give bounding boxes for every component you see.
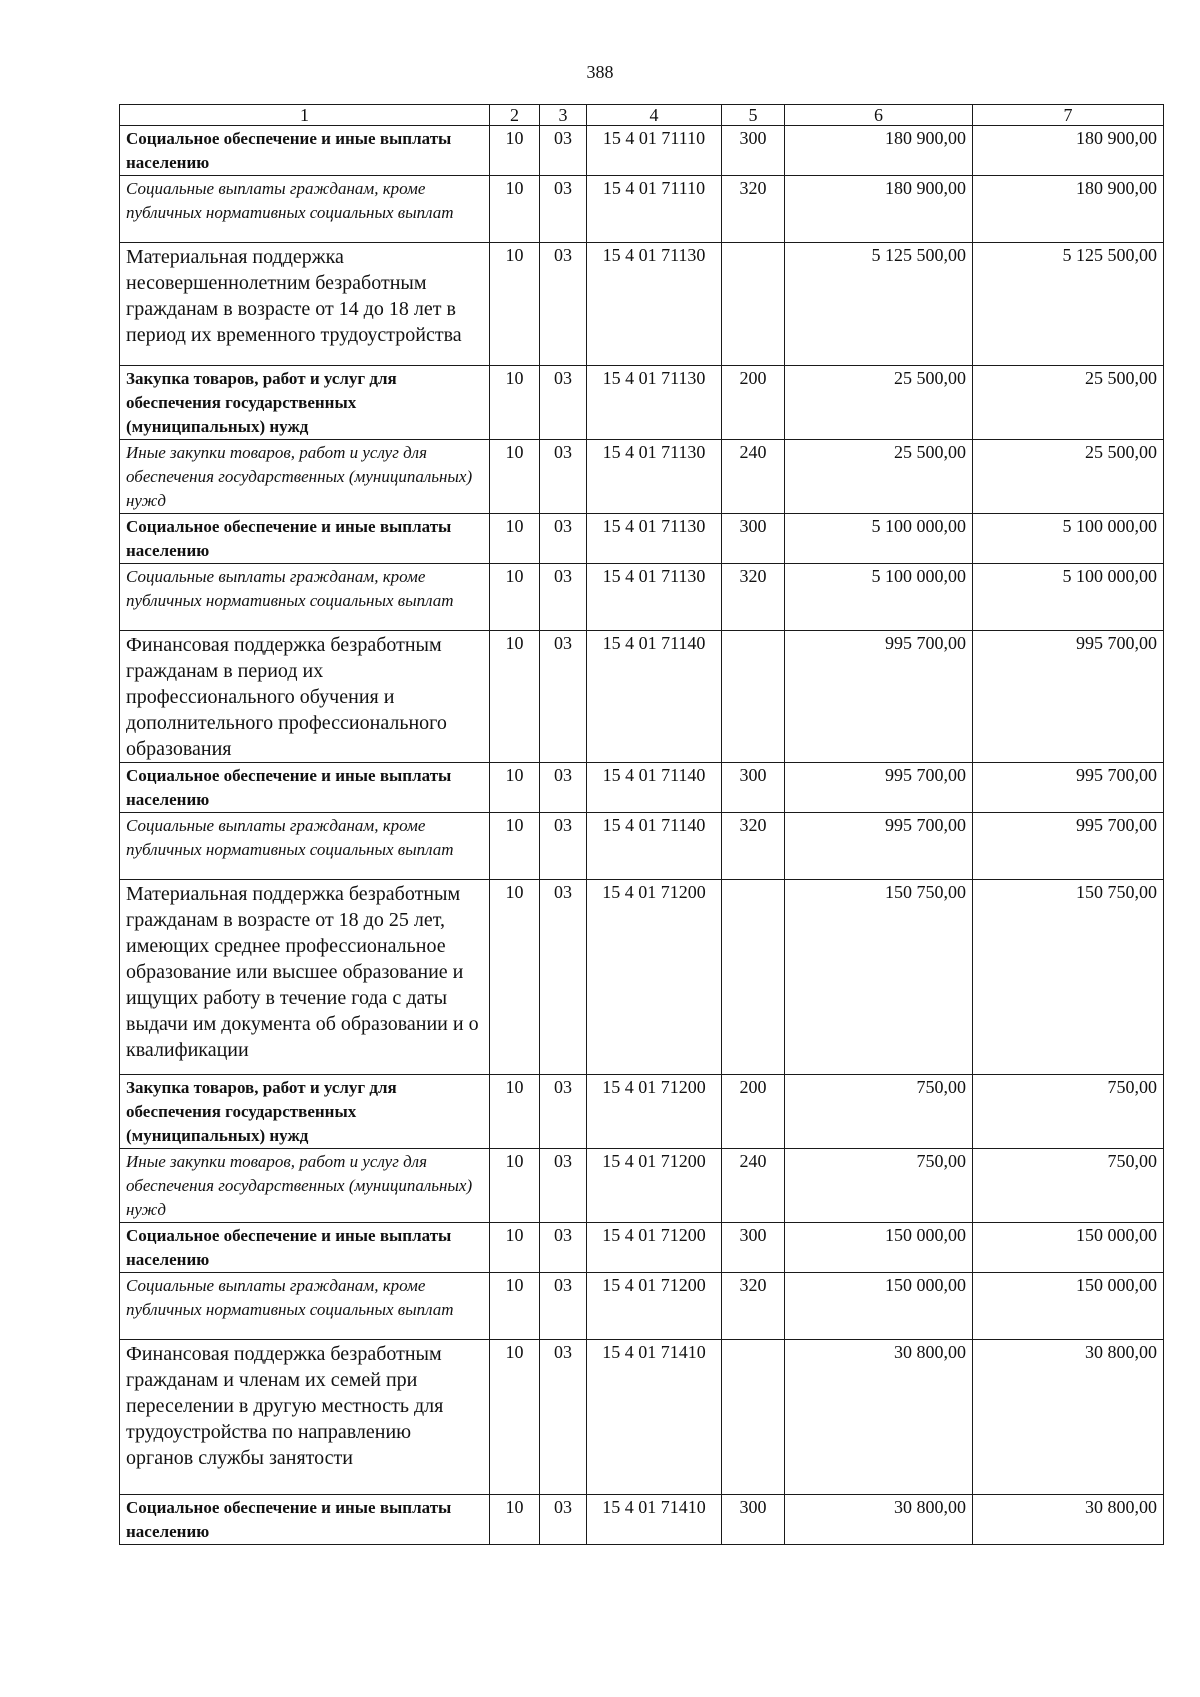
row-expense-type-cell: 240 — [722, 440, 785, 514]
row-name-cell: Закупка товаров, работ и услуг для обеспечения государственных (муниципальных) нужд — [120, 1075, 490, 1149]
row-expense-type-cell: 200 — [722, 366, 785, 440]
row-expense-type-cell: 300 — [722, 763, 785, 813]
row-amount-2-cell: 750,00 — [973, 1075, 1164, 1149]
row-amount-1-cell: 995 700,00 — [785, 813, 973, 880]
header-col-6: 6 — [785, 105, 973, 126]
row-target-article-cell: 15 4 01 71140 — [587, 813, 722, 880]
row-target-article-cell: 15 4 01 71140 — [587, 631, 722, 763]
row-section-cell: 10 — [490, 564, 540, 631]
row-subsection-cell: 03 — [540, 813, 587, 880]
table-row — [120, 1149, 1164, 1223]
row-target-article-cell: 15 4 01 71110 — [587, 176, 722, 243]
header-col-5: 5 — [722, 105, 785, 126]
row-amount-1-cell: 150 000,00 — [785, 1273, 973, 1340]
row-target-article-cell: 15 4 01 71130 — [587, 564, 722, 631]
row-amount-1-cell: 25 500,00 — [785, 440, 973, 514]
row-subsection-cell: 03 — [540, 880, 587, 1075]
table-row — [120, 514, 1164, 564]
row-name-cell: Материальная поддержка несовершеннолетним безработным гражданам в возрасте от 14 до 18 лет в период их временного трудоустройства — [120, 243, 490, 366]
table-row — [120, 564, 1164, 631]
row-name-cell: Материальная поддержка безработным гражданам в возрасте от 18 до 25 лет, имеющих среднее профессиональное образование или высшее образование и ищущих работу в течение года с даты выдачи им документа об образовании и о квалификации — [120, 880, 490, 1075]
table-row — [120, 1273, 1164, 1340]
row-name-cell: Финансовая поддержка безработным гражданам и членам их семей при переселении в другую местность для трудоустройства по направлению органов службы занятости — [120, 1340, 490, 1495]
row-expense-type-cell: 300 — [722, 1495, 785, 1545]
row-amount-2-cell: 5 100 000,00 — [973, 514, 1164, 564]
row-amount-1-cell: 5 125 500,00 — [785, 243, 973, 366]
row-name-cell: Социальное обеспечение и иные выплаты населению — [120, 126, 490, 176]
row-section-cell: 10 — [490, 1273, 540, 1340]
row-amount-2-cell: 150 000,00 — [973, 1273, 1164, 1340]
row-amount-1-cell: 5 100 000,00 — [785, 514, 973, 564]
row-amount-1-cell: 750,00 — [785, 1075, 973, 1149]
row-section-cell: 10 — [490, 1149, 540, 1223]
table-row — [120, 1075, 1164, 1149]
row-amount-1-cell: 995 700,00 — [785, 631, 973, 763]
row-amount-2-cell: 25 500,00 — [973, 366, 1164, 440]
row-subsection-cell: 03 — [540, 631, 587, 763]
budget-table — [119, 104, 1164, 1545]
row-target-article-cell: 15 4 01 71200 — [587, 880, 722, 1075]
row-subsection-cell: 03 — [540, 366, 587, 440]
row-amount-1-cell: 180 900,00 — [785, 126, 973, 176]
row-expense-type-cell: 320 — [722, 176, 785, 243]
row-subsection-cell: 03 — [540, 514, 587, 564]
header-col-1: 1 — [120, 105, 490, 126]
row-section-cell: 10 — [490, 176, 540, 243]
row-expense-type-cell — [722, 1340, 785, 1495]
table-row — [120, 1340, 1164, 1495]
row-target-article-cell: 15 4 01 71410 — [587, 1495, 722, 1545]
row-name-cell: Социальное обеспечение и иные выплаты населению — [120, 1223, 490, 1273]
row-amount-1-cell: 150 000,00 — [785, 1223, 973, 1273]
row-amount-2-cell: 30 800,00 — [973, 1495, 1164, 1545]
table-row — [120, 366, 1164, 440]
row-target-article-cell: 15 4 01 71200 — [587, 1149, 722, 1223]
row-section-cell: 10 — [490, 366, 540, 440]
row-section-cell: 10 — [490, 1340, 540, 1495]
row-amount-1-cell: 30 800,00 — [785, 1340, 973, 1495]
row-amount-2-cell: 5 100 000,00 — [973, 564, 1164, 631]
row-amount-1-cell: 750,00 — [785, 1149, 973, 1223]
table-row — [120, 176, 1164, 243]
row-name-cell: Иные закупки товаров, работ и услуг для обеспечения государственных (муниципальных) нужд — [120, 1149, 490, 1223]
row-subsection-cell: 03 — [540, 1495, 587, 1545]
row-target-article-cell: 15 4 01 71130 — [587, 514, 722, 564]
row-section-cell: 10 — [490, 126, 540, 176]
header-col-2: 2 — [490, 105, 540, 126]
table-row — [120, 243, 1164, 366]
row-amount-1-cell: 995 700,00 — [785, 763, 973, 813]
table-row — [120, 126, 1164, 176]
table-row — [120, 631, 1164, 763]
header-row — [120, 105, 1164, 126]
row-name-cell: Закупка товаров, работ и услуг для обеспечения государственных (муниципальных) нужд — [120, 366, 490, 440]
row-section-cell: 10 — [490, 243, 540, 366]
row-target-article-cell: 15 4 01 71140 — [587, 763, 722, 813]
row-subsection-cell: 03 — [540, 763, 587, 813]
row-subsection-cell: 03 — [540, 176, 587, 243]
row-amount-1-cell: 5 100 000,00 — [785, 564, 973, 631]
row-section-cell: 10 — [490, 813, 540, 880]
row-expense-type-cell — [722, 631, 785, 763]
row-section-cell: 10 — [490, 880, 540, 1075]
row-amount-2-cell: 180 900,00 — [973, 126, 1164, 176]
table-row — [120, 1223, 1164, 1273]
row-subsection-cell: 03 — [540, 243, 587, 366]
row-target-article-cell: 15 4 01 71110 — [587, 126, 722, 176]
row-expense-type-cell: 240 — [722, 1149, 785, 1223]
row-amount-1-cell: 180 900,00 — [785, 176, 973, 243]
row-amount-2-cell: 30 800,00 — [973, 1340, 1164, 1495]
row-expense-type-cell — [722, 243, 785, 366]
row-target-article-cell: 15 4 01 71130 — [587, 440, 722, 514]
table-row — [120, 1495, 1164, 1545]
row-target-article-cell: 15 4 01 71130 — [587, 243, 722, 366]
row-expense-type-cell: 320 — [722, 564, 785, 631]
row-section-cell: 10 — [490, 1495, 540, 1545]
table-row — [120, 880, 1164, 1075]
page-number: 388 — [586, 62, 614, 82]
row-section-cell: 10 — [490, 631, 540, 763]
row-expense-type-cell: 200 — [722, 1075, 785, 1149]
row-amount-2-cell: 995 700,00 — [973, 631, 1164, 763]
row-amount-1-cell: 25 500,00 — [785, 366, 973, 440]
row-amount-1-cell: 30 800,00 — [785, 1495, 973, 1545]
row-amount-1-cell: 150 750,00 — [785, 880, 973, 1075]
row-target-article-cell: 15 4 01 71200 — [587, 1223, 722, 1273]
row-amount-2-cell: 995 700,00 — [973, 813, 1164, 880]
row-section-cell: 10 — [490, 1075, 540, 1149]
row-expense-type-cell: 320 — [722, 813, 785, 880]
row-name-cell: Иные закупки товаров, работ и услуг для обеспечения государственных (муниципальных) нужд — [120, 440, 490, 514]
row-target-article-cell: 15 4 01 71200 — [587, 1273, 722, 1340]
row-subsection-cell: 03 — [540, 126, 587, 176]
row-amount-2-cell: 150 000,00 — [973, 1223, 1164, 1273]
row-name-cell: Социальное обеспечение и иные выплаты населению — [120, 514, 490, 564]
header-col-4: 4 — [587, 105, 722, 126]
row-amount-2-cell: 150 750,00 — [973, 880, 1164, 1075]
row-subsection-cell: 03 — [540, 1075, 587, 1149]
row-subsection-cell: 03 — [540, 440, 587, 514]
row-target-article-cell: 15 4 01 71130 — [587, 366, 722, 440]
row-name-cell: Социальные выплаты гражданам, кроме публичных нормативных социальных выплат — [120, 176, 490, 243]
row-section-cell: 10 — [490, 440, 540, 514]
row-section-cell: 10 — [490, 1223, 540, 1273]
row-target-article-cell: 15 4 01 71410 — [587, 1340, 722, 1495]
row-expense-type-cell: 300 — [722, 514, 785, 564]
row-subsection-cell: 03 — [540, 1149, 587, 1223]
table-row — [120, 813, 1164, 880]
row-target-article-cell: 15 4 01 71200 — [587, 1075, 722, 1149]
row-name-cell: Социальные выплаты гражданам, кроме публичных нормативных социальных выплат — [120, 813, 490, 880]
row-section-cell: 10 — [490, 763, 540, 813]
row-subsection-cell: 03 — [540, 564, 587, 631]
row-expense-type-cell — [722, 880, 785, 1075]
table-row — [120, 763, 1164, 813]
row-name-cell: Социальные выплаты гражданам, кроме публичных нормативных социальных выплат — [120, 564, 490, 631]
header-col-7: 7 — [973, 105, 1164, 126]
table-body — [120, 126, 1164, 1545]
row-expense-type-cell: 300 — [722, 1223, 785, 1273]
row-name-cell: Социальные выплаты гражданам, кроме публичных нормативных социальных выплат — [120, 1273, 490, 1340]
row-expense-type-cell: 320 — [722, 1273, 785, 1340]
row-expense-type-cell: 300 — [722, 126, 785, 176]
row-subsection-cell: 03 — [540, 1340, 587, 1495]
row-amount-2-cell: 995 700,00 — [973, 763, 1164, 813]
row-subsection-cell: 03 — [540, 1273, 587, 1340]
row-subsection-cell: 03 — [540, 1223, 587, 1273]
row-amount-2-cell: 25 500,00 — [973, 440, 1164, 514]
row-section-cell: 10 — [490, 514, 540, 564]
row-name-cell: Социальное обеспечение и иные выплаты населению — [120, 763, 490, 813]
header-col-3: 3 — [540, 105, 587, 126]
table-row — [120, 440, 1164, 514]
row-name-cell: Социальное обеспечение и иные выплаты населению — [120, 1495, 490, 1545]
row-name-cell: Финансовая поддержка безработным гражданам в период их профессионального обучения и дополнительного профессионального образования — [120, 631, 490, 763]
row-amount-2-cell: 750,00 — [973, 1149, 1164, 1223]
row-amount-2-cell: 180 900,00 — [973, 176, 1164, 243]
row-amount-2-cell: 5 125 500,00 — [973, 243, 1164, 366]
